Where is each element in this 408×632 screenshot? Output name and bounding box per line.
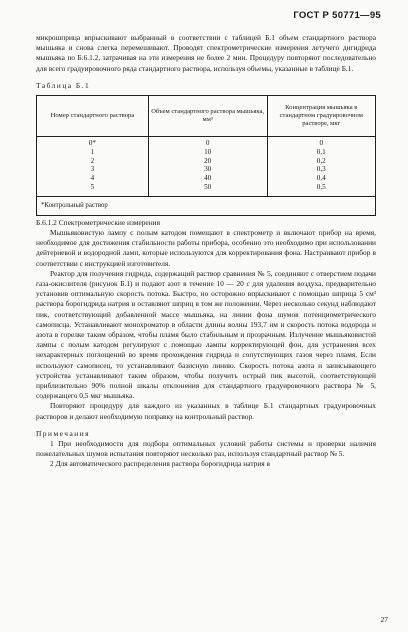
table-cell: 3	[37, 165, 149, 174]
page-number: 27	[380, 615, 388, 624]
table-cell: 30	[148, 165, 267, 174]
table-cell: 0	[267, 137, 376, 148]
table-row	[37, 157, 376, 166]
table-caption: Таблица Б.1	[36, 80, 91, 90]
intro-paragraph: микрошприца впрыскивают выбранный в соответствии с таблицей Б.1 объем стандартного раствора мышьяка и снова слегка перемешивают. Проводят спектрометрические измерения летучего дигидрида мышьяка по Б.6.1.2, затрачивая на эти измерения не более 2 мин. Процедуру повторяют последовательно для всего градуировочного ряда стандартного раствора, используя объемы, указанные в таблице Б.1.	[36, 33, 376, 73]
table-row	[37, 137, 376, 148]
table-cell: 1	[37, 148, 149, 157]
table-header-row	[37, 96, 376, 137]
table-row	[37, 165, 376, 174]
notes-title: Примечания	[36, 428, 91, 438]
table-cell: 5	[37, 183, 149, 196]
column-header: Концентрация мышьяка в стандартном градуировочном растворе, мкг	[267, 96, 376, 137]
table-cell: 20	[148, 157, 267, 166]
table-cell: 0,5	[267, 183, 376, 196]
table-cell: 40	[148, 174, 267, 183]
document-code: ГОСТ Р 50771—95	[293, 10, 381, 21]
note-item: 2 Для автоматического распределения раствора борогидрида натрия в	[50, 459, 271, 469]
page-content	[36, 33, 376, 470]
note-item: 1 При необходимости для подбора оптимальных условий работы системы и проверки наличия пожелательных шумов испытания повторяют несколько раз, используя стандартный раствор № 5.	[36, 439, 376, 459]
table-cell: 0,2	[267, 157, 376, 166]
table-footnote: *Контрольный раствор	[36, 197, 376, 216]
body-paragraph: Повторяют процедуру для каждого из указанных в таблице Б.1 стандартных градуировочных растворов и делают необходимую поправку на контрольный раствор.	[36, 401, 376, 421]
table-cell: 0	[148, 137, 267, 148]
column-header: Объем стандартного раствора мышьяка, мм³	[148, 96, 267, 137]
table-cell: 0,4	[267, 174, 376, 183]
body-paragraph: Мышьяковистую лампу с полым катодом помещают в спектрометр и включают прибор на время, необходимое для достижения стабильности работы прибора, особенно это необходимо при использовании дейтериевой и водородной ламп, которые используются для корректирования фона. Настраивают прибор в соответствии с инструкцией изготовителя.	[36, 228, 376, 268]
table-cell: 4	[37, 174, 149, 183]
table-cell: 0,3	[267, 165, 376, 174]
column-header: Номер стандартного раствора	[37, 96, 149, 137]
table-cell: 50	[148, 183, 267, 196]
table-cell: 0,1	[267, 148, 376, 157]
table-cell: 10	[148, 148, 267, 157]
table-row	[37, 148, 376, 157]
table-cell: 2	[37, 157, 149, 166]
body-paragraph: Реактор для получения гидрида, содержащий раствор сравнения № 5, соединяют с отверстием подачи газа-окислителя (рисунок Б.1) и подают азот в течение 10 — 20 с для удаления воздуха, предварительно установив оптимальную скорость потока. Быстро, но осторожно впрыскивают с помощью шприца 5 см³ раствора борогидрида натрия и оставляют шприц в том же положении. Через несколько секунд наблюдают пик, соответствующий добавленной массе мышьяка, на линии фона шумов потенциометрического самописца. Устанавливают монохроматор в области длины волны 193,7 нм и скорость потока водорода и азота в горелке таким образом, чтобы пламя было стабильным и прозрачным. Излучение мышьяковистой лампы с полым катодом регулируют с помощью лампы корректирующей фон, для устранения всех нехарактерных поглощений во время прохождения гидрида и сопутствующих газов через пламя. Если используют самописец, то устанавливают базисную линию. Скорость потока азота и записывающего устройства устанавливают таким образом, чтобы получить острый пик высотой, соответствующей приблизительно 90% полной шкалы отклонения для стандартного градуировочного раствора № 5, содержащего 0,5 мкг мышьяка.	[36, 268, 376, 401]
table-row	[37, 183, 376, 196]
standard-solutions-table	[36, 95, 376, 197]
table-row	[37, 174, 376, 183]
section-title: Б.6.1.2 Спектрометрические измерения	[36, 217, 161, 227]
table-cell: 0*	[37, 137, 149, 148]
